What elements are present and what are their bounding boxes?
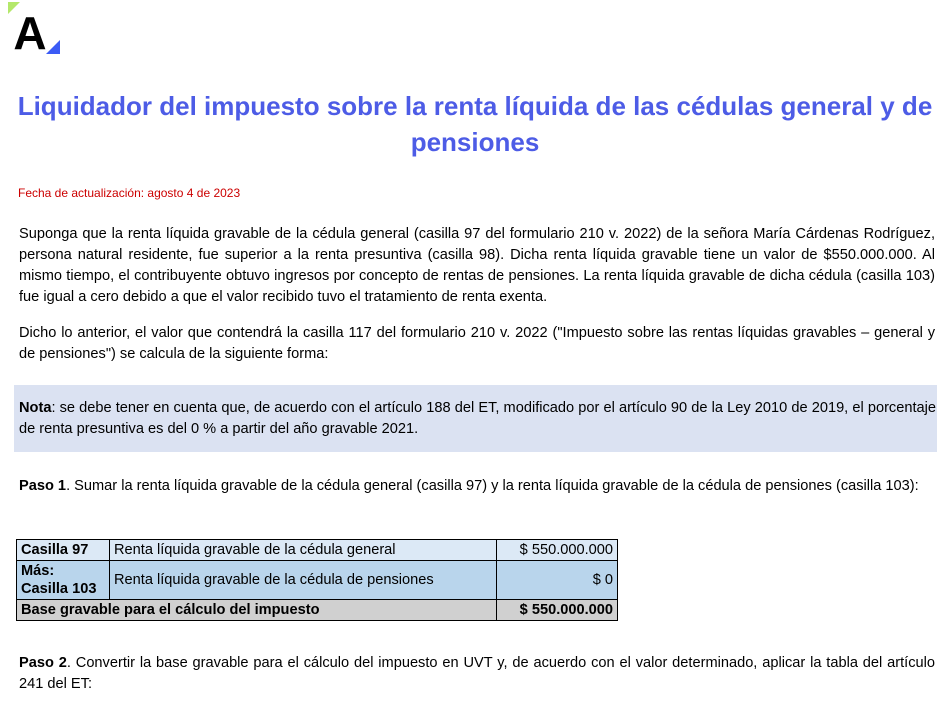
step2-label: Paso 2 [19, 655, 67, 671]
row-value: $ 550.000.000 [497, 540, 618, 561]
row-value: $ 0 [497, 561, 618, 600]
step1-text: . Sumar la renta líquida gravable de la cédula general (casilla 97) y la renta líquida gravable de la cédula de pensiones (casilla 103): [66, 478, 919, 494]
note-paragraph [19, 398, 936, 440]
second-paragraph: Dicho lo anterior, el valor que contendrá la casilla 117 del formulario 210 v. 2022 ("Impuesto sobre las rentas líquidas gravables – general y de pensiones") se calcula de la siguiente forma: [19, 325, 935, 362]
step2-paragraph [19, 653, 935, 695]
step1-label: Paso 1 [19, 478, 67, 494]
row-description: Renta líquida gravable de la cédula general [110, 540, 497, 561]
calculation-table [16, 539, 618, 621]
total-value: $ 550.000.000 [497, 600, 618, 621]
note-label: Nota [19, 400, 52, 416]
row-code: Casilla 97 [17, 540, 110, 561]
logo-letter: A [13, 7, 47, 58]
row-code-line2: Casilla 103 [21, 581, 97, 597]
intro-paragraph: Suponga que la renta líquida gravable de la cédula general (casilla 97 del formulario 210 v. 2022) de la señora María Cárdenas Rodríguez, persona natural residente, fue superior a la renta presuntiva (casilla 98). Dicha renta líquida gravable tiene un valor de $550.000.000. Al mismo tiempo, el contribuyente obtuvo ingresos por concepto de rentas de pensiones. La renta líquida gravable de dicha cédula (casilla 103) fue igual a cero debido a que el valor recibido tuvo el tratamiento de renta exenta. [19, 226, 935, 305]
step2-text: . Convertir la base gravable para el cálculo del impuesto en UVT y, de acuerdo con el valor determinado, aplicar la tabla del artículo 241 del ET: [19, 655, 935, 692]
step1-paragraph [19, 476, 935, 497]
row-description: Renta líquida gravable de la cédula de pensiones [110, 561, 497, 600]
update-date: Fecha de actualización: agosto 4 de 2023 [18, 186, 241, 200]
total-description: Base gravable para el cálculo del impuesto [17, 600, 497, 621]
table-row [17, 540, 618, 561]
table-row [17, 561, 618, 600]
logo-accent-bottom [46, 40, 60, 54]
note-text: : se debe tener en cuenta que, de acuerdo con el artículo 188 del ET, modificado por el artículo 90 de la Ley 2010 de 2019, el porcentaje de renta presuntiva es del 0 % a partir del año gravable 2021. [19, 400, 936, 437]
row-code-line1: Más: [21, 563, 55, 579]
brand-logo [8, 2, 64, 58]
note-box [14, 385, 937, 452]
page-title: Liquidador del impuesto sobre la renta líquida de las cédulas general y de pensiones [17, 91, 933, 157]
row-code [17, 561, 110, 600]
table-total-row [17, 600, 618, 621]
